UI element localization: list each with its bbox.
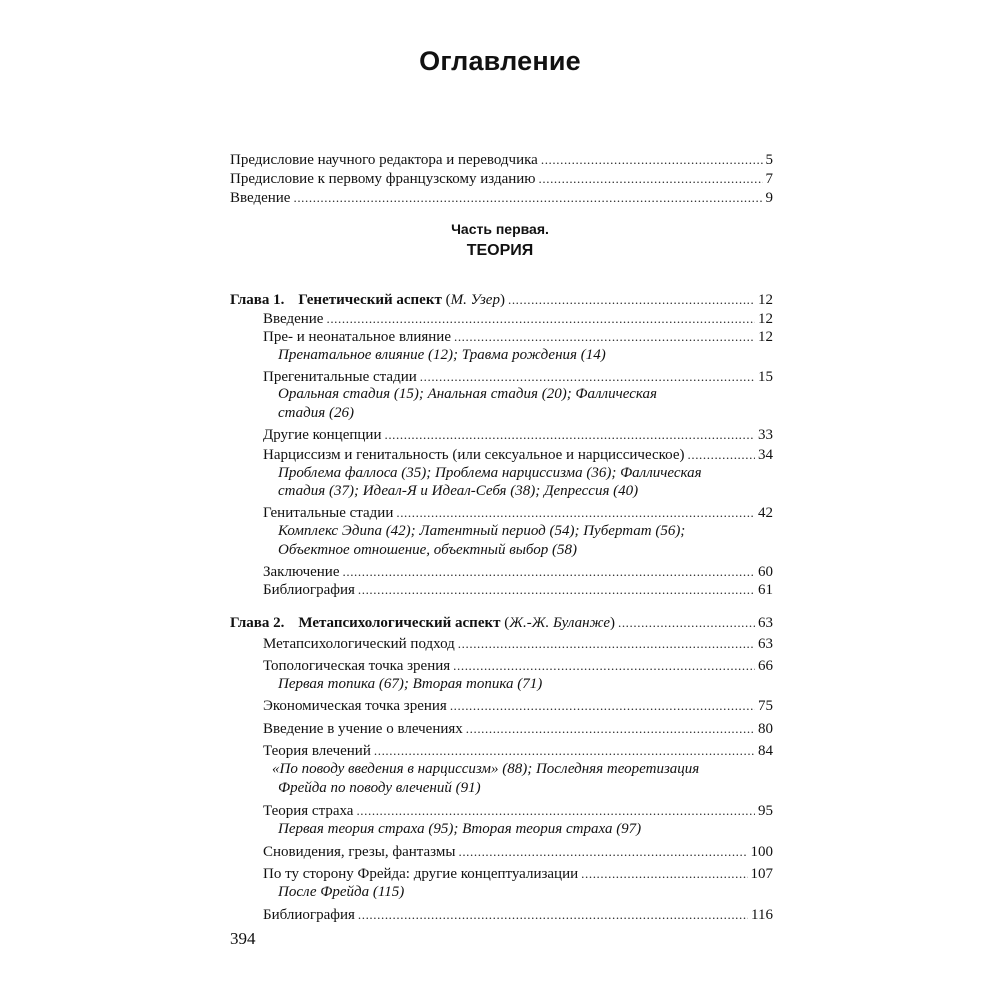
- subsection-list: Оральная стадия (15); Анальная стадия (20); Фаллическая: [278, 386, 657, 402]
- toc-entry-label: Сновидения, грезы, фантазмы: [263, 844, 456, 860]
- toc-entry[interactable]: [263, 634, 773, 654]
- dot-leader: [508, 290, 755, 310]
- toc-entry-label: Библиография: [263, 582, 355, 598]
- toc-entry[interactable]: [263, 741, 773, 761]
- toc-entry-label: Экономическая точка зрения: [263, 698, 447, 714]
- toc-entry-label: Введение в учение о влечениях: [263, 721, 463, 737]
- toc-entry[interactable]: [263, 656, 773, 676]
- toc-entry[interactable]: [263, 580, 773, 600]
- dot-leader: [466, 719, 755, 739]
- toc-entry[interactable]: [263, 327, 773, 347]
- subsection-list: Комплекс Эдипа (42); Латентный период (54); Пубертат (56);: [278, 523, 686, 539]
- chapter-author: Ж.-Ж. Буланже: [509, 615, 610, 631]
- chapter-number: Глава 2.: [230, 615, 285, 631]
- dot-leader: [420, 367, 755, 387]
- subsection-list: «По поводу введения в нарциссизм» (88); Последняя теоретизация: [272, 761, 700, 777]
- toc-entry[interactable]: [263, 864, 773, 884]
- toc-entry-label: Предисловие научного редактора и переводчика: [230, 152, 538, 168]
- chapter-title: Генетический аспект: [298, 292, 442, 308]
- subsection-list: Пренатальное влияние (12); Травма рождения (14): [278, 347, 606, 363]
- dot-leader: [581, 864, 747, 884]
- chapter-author: М. Узер: [450, 292, 500, 308]
- toc-entry-page: 61: [758, 582, 773, 598]
- chapter-entry[interactable]: Глава 2. Метапсихологический аспект (Ж.-Ж. Буланже) ..... 63: [230, 613, 773, 633]
- toc-entry[interactable]: [263, 562, 773, 582]
- dot-leader: [454, 327, 755, 347]
- toc-entry-page: 15: [758, 369, 773, 385]
- chapter-entry[interactable]: Глава 1. Генетический аспект (М. Узер) ..... 12: [230, 290, 773, 310]
- toc-entry-label: Пре- и неонатальное влияние: [263, 329, 451, 345]
- dot-leader: [539, 169, 763, 189]
- toc-entry-page: 75: [758, 698, 773, 714]
- toc-entry-page: 12: [758, 311, 773, 327]
- toc-entry-page: 42: [758, 505, 773, 521]
- toc-entry-page: 100: [750, 844, 773, 860]
- subsection-list: стадия (26): [278, 405, 354, 421]
- toc-entry-label: Прегенитальные стадии: [263, 369, 417, 385]
- dot-leader: [326, 309, 755, 329]
- subsection-list: Объектное отношение, объектный выбор (58): [278, 542, 577, 558]
- toc-entry-label: Другие концепции: [263, 427, 382, 443]
- toc-entry[interactable]: [263, 503, 773, 523]
- dot-leader: [450, 696, 755, 716]
- part-label: Часть первая.: [451, 221, 549, 237]
- subsection-list: Проблема фаллоса (35); Проблема нарциссизма (36); Фаллическая: [278, 465, 702, 481]
- dot-leader: [396, 503, 755, 523]
- toc-entry-page: 7: [765, 171, 773, 187]
- subsection-list: Первая топика (67); Вторая топика (71): [278, 676, 543, 692]
- toc-entry-label: Теория страха: [263, 803, 354, 819]
- toc-entry[interactable]: [263, 445, 773, 465]
- toc-entry-label: Предисловие к первому французскому изданию: [230, 171, 536, 187]
- toc-entry-page: 95: [758, 803, 773, 819]
- subsection-list: Фрейда по поводу влечений (91): [278, 780, 481, 796]
- chapter-page: 12: [758, 292, 773, 308]
- toc-entry-page: 116: [751, 907, 773, 923]
- dot-leader: [374, 741, 755, 761]
- toc-entry[interactable]: [230, 169, 773, 189]
- dot-leader: [458, 842, 747, 862]
- toc-entry-label: Генитальные стадии: [263, 505, 394, 521]
- chapter-number: Глава 1.: [230, 292, 285, 308]
- toc-entry[interactable]: [263, 425, 773, 445]
- toc-entry[interactable]: [263, 696, 773, 716]
- toc-entry-page: 9: [765, 190, 773, 206]
- chapter-title: Метапсихологический аспект: [298, 615, 501, 631]
- toc-entry-label: Введение: [263, 311, 324, 327]
- subsection-list: стадия (37); Идеал-Я и Идеал-Себя (38); Депрессия (40): [278, 483, 639, 499]
- dot-leader: [356, 801, 755, 821]
- toc-entry-page: 63: [758, 636, 773, 652]
- page-number: 394: [230, 929, 256, 948]
- subsection-list: Первая теория страха (95); Вторая теория страха (97): [278, 821, 642, 837]
- toc-entry-label: Заключение: [263, 564, 340, 580]
- dot-leader: [453, 656, 755, 676]
- toc-entry[interactable]: [263, 309, 773, 329]
- toc-entry[interactable]: [263, 367, 773, 387]
- toc-entry-page: 84: [758, 743, 773, 759]
- part-title: ТЕОРИЯ: [466, 242, 534, 259]
- dot-leader: [541, 150, 763, 170]
- dot-leader: [358, 580, 755, 600]
- toc-entry-page: 34: [758, 447, 773, 463]
- dot-leader: [618, 613, 755, 633]
- dot-leader: [458, 634, 755, 654]
- toc-entry-page: 80: [758, 721, 773, 737]
- toc-entry[interactable]: [263, 719, 773, 739]
- subsection-list: После Фрейда (115): [278, 884, 405, 900]
- toc-entry-label: Нарциссизм и генитальность (или сексуальное и нарциссическое): [263, 447, 685, 463]
- toc-entry-page: 60: [758, 564, 773, 580]
- toc-entry-label: По ту сторону Фрейда: другие концептуализации: [263, 866, 579, 882]
- chapter-page: 63: [758, 615, 773, 631]
- toc-entry[interactable]: [263, 842, 773, 862]
- dot-leader: [384, 425, 755, 445]
- dot-leader: [293, 188, 762, 208]
- toc-entry-page: 66: [758, 658, 773, 674]
- dot-leader: [688, 445, 756, 465]
- dot-leader: [343, 562, 756, 582]
- toc-entry-label: Библиография: [263, 907, 355, 923]
- toc-entry-page: 107: [750, 866, 773, 882]
- page-title: Оглавление: [419, 46, 581, 76]
- toc-entry-page: 5: [765, 152, 773, 168]
- toc-entry-label: Теория влечений: [263, 743, 371, 759]
- toc-entry-label: Введение: [230, 190, 291, 206]
- toc-entry[interactable]: [263, 905, 773, 925]
- toc-entry-page: 12: [758, 329, 773, 345]
- toc-entry[interactable]: [263, 801, 773, 821]
- toc-entry[interactable]: [230, 150, 773, 170]
- toc-entry-page: 33: [758, 427, 773, 443]
- toc-entry[interactable]: [230, 188, 773, 208]
- toc-entry-label: Топологическая точка зрения: [263, 658, 451, 674]
- toc-entry-label: Метапсихологический подход: [263, 636, 455, 652]
- dot-leader: [358, 905, 748, 925]
